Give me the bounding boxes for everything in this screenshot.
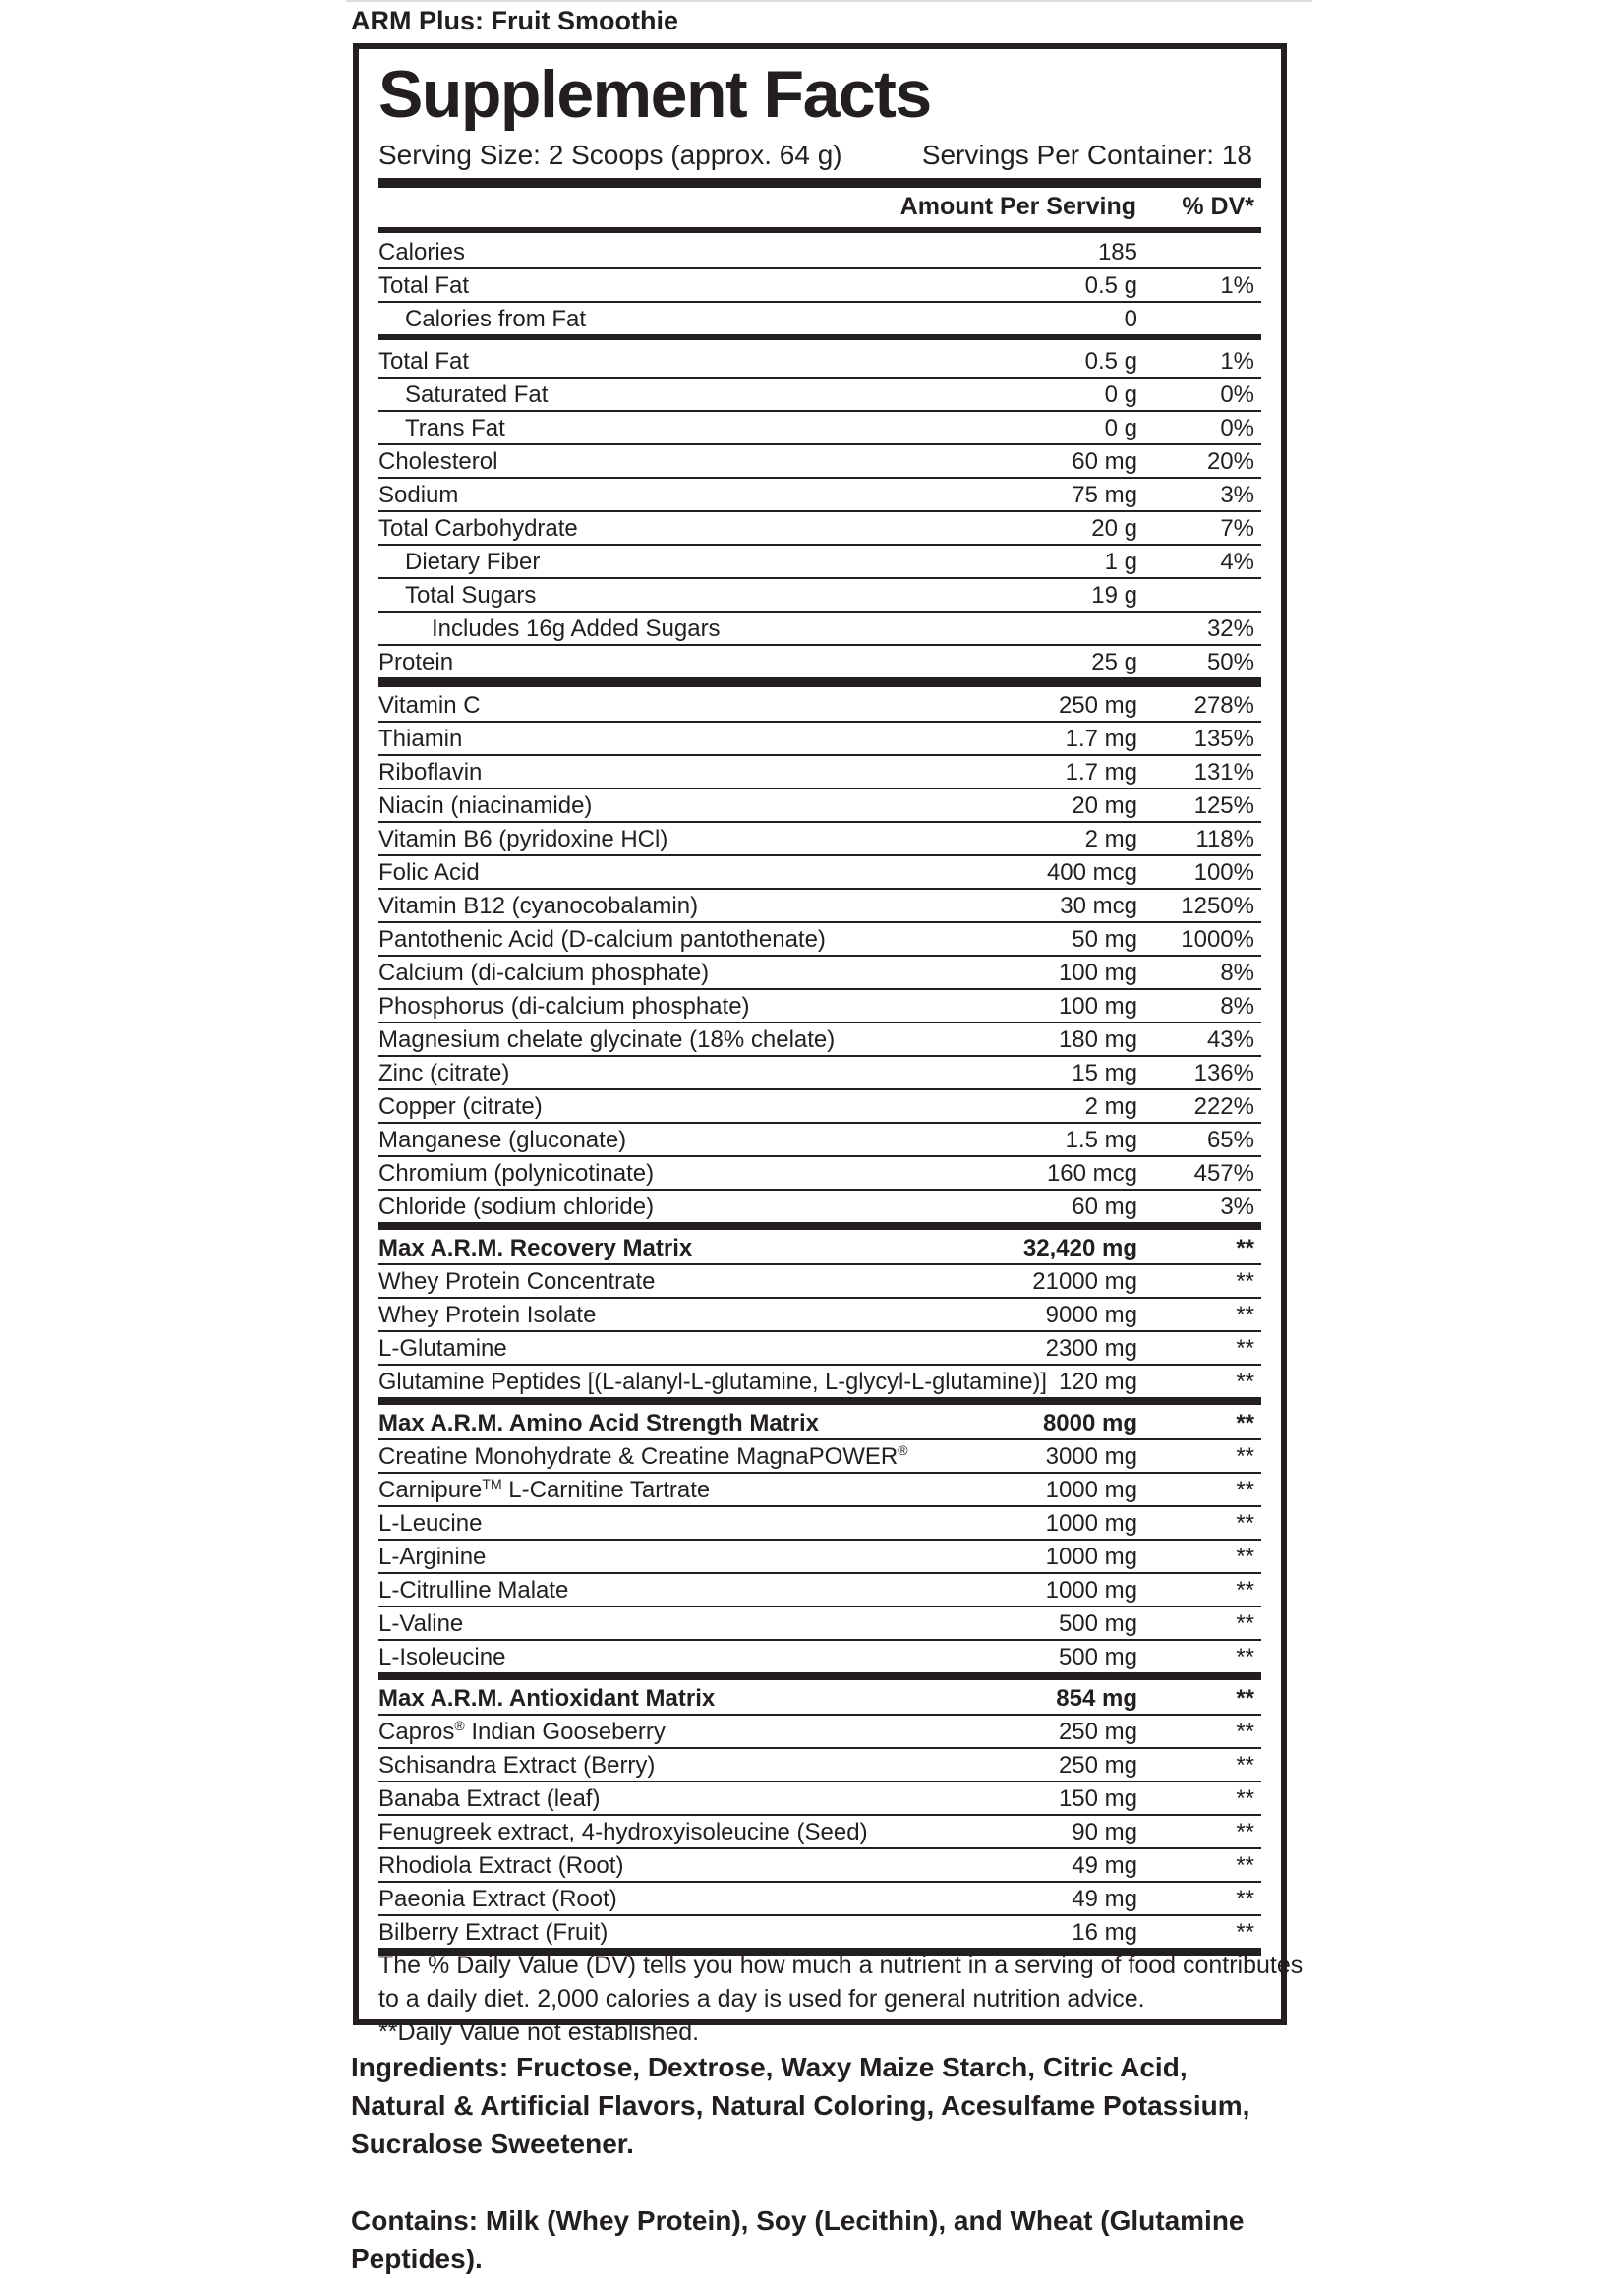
row-amount: 1000 mg [1045,1477,1137,1503]
row-daily-value: ** [1236,1886,1254,1912]
vitamin-row [378,1124,1261,1157]
row-amount: 32,420 mg [1022,1235,1137,1261]
row-label [378,512,578,546]
serving-size: Serving Size: 2 Scoops (approx. 64 g) [378,140,842,170]
nutrition-row [378,579,1261,613]
row-amount: 20 g [1091,515,1137,542]
row-amount: 50 mg [1072,926,1137,953]
row-daily-value: ** [1236,1852,1254,1879]
row-label-text: Calories from Fat [405,306,587,332]
row-amount: 30 mcg [1060,893,1137,919]
row-daily-value: 457% [1193,1160,1254,1187]
row-label-text: Carnipure [378,1477,483,1503]
row-amount: 9000 mg [1045,1302,1137,1328]
row-daily-value: 1000% [1181,926,1254,953]
row-amount: 1.7 mg [1065,759,1137,786]
vitamin-row [378,1157,1261,1191]
row-daily-value: ** [1236,1410,1254,1436]
row-label-text: Pantothenic Acid (D-calcium pantothenate) [378,926,826,953]
amino-matrix-header [378,1407,1261,1440]
ingredients-statement [351,2048,1285,2163]
row-label [378,1057,509,1090]
vitamin-row [378,1057,1261,1090]
amino-matrix-row [378,1574,1261,1607]
servings-per-container: Servings Per Container: 18 [921,140,1252,170]
row-daily-value: ** [1236,1302,1254,1328]
row-label [378,856,480,890]
row-label [378,1299,596,1332]
row-amount: 0.5 g [1084,348,1137,375]
row-daily-value: ** [1236,1335,1254,1362]
row-label-text: Riboflavin [378,759,483,786]
row-label [378,1883,617,1916]
row-label [378,345,469,379]
vitamin-row [378,890,1261,923]
row-daily-value: 43% [1206,1026,1254,1053]
row-daily-value: ** [1236,1510,1254,1537]
product-title: ARM Plus: Fruit Smoothie [351,6,678,35]
nutrition-row [378,445,1261,479]
row-amount: 2300 mg [1045,1335,1137,1362]
recovery-matrix-row [378,1299,1261,1332]
panel-title: Supplement Facts [378,57,931,132]
vitamin-row [378,1023,1261,1057]
row-label-text: L-Arginine [378,1544,487,1570]
row-daily-value: 222% [1193,1093,1254,1120]
row-label [378,890,698,923]
vitamin-row [378,756,1261,789]
row-label-text: Fenugreek extract, 4-hydroxyisoleucine (Seed) [378,1819,868,1845]
footnote-line: to a daily diet. 2,000 calories a day is used for general nutrition advice. [378,1985,1145,2013]
row-label [378,1916,608,1950]
row-label-text: L-Carnitine Tartrate [501,1477,711,1503]
row-amount: 150 mg [1058,1785,1137,1812]
row-daily-value: 118% [1195,826,1254,852]
thick-rule [378,334,1261,340]
daily-value-header: % DV* [1182,193,1254,220]
row-label [378,1782,600,1816]
row-daily-value: ** [1236,1544,1254,1570]
row-daily-value: 50% [1206,649,1254,675]
row-label [378,1541,486,1574]
row-label-text: Max A.R.M. Recovery Matrix [378,1235,693,1261]
row-daily-value: 135% [1193,726,1254,752]
nutrition-row [378,613,1261,646]
thick-rule [378,1397,1261,1405]
row-label-text: Total Carbohydrate [378,515,578,542]
row-daily-value: 278% [1193,692,1254,719]
nutrition-row [378,479,1261,512]
vitamin-row [378,856,1261,890]
row-label-text: Paeonia Extract (Root) [378,1886,617,1912]
amino-matrix-row [378,1541,1261,1574]
antioxidant-matrix-row [378,1849,1261,1883]
row-amount: 2 mg [1084,826,1137,852]
row-label-text: Dietary Fiber [405,549,541,575]
row-label-text: Capros [378,1719,455,1745]
row-daily-value: 1250% [1181,893,1254,919]
antioxidant-matrix-row [378,1782,1261,1816]
row-label-text: L-Valine [378,1610,464,1637]
antioxidant-matrix-row [378,1749,1261,1782]
contains-label: Contains: [351,2205,479,2236]
row-amount: 19 g [1091,582,1137,609]
vitamin-row [378,923,1261,957]
row-label-text: Vitamin B6 (pyridoxine HCl) [378,826,668,852]
row-label [378,1641,505,1674]
vitamin-row [378,957,1261,990]
row-amount: 49 mg [1072,1852,1137,1879]
row-daily-value: 3% [1220,1194,1254,1220]
row-amount: 0 g [1104,415,1137,441]
row-label [378,1124,626,1157]
row-label [378,789,592,823]
row-amount: 1 g [1104,549,1137,575]
row-amount: 90 mg [1072,1819,1137,1845]
row-daily-value: 1% [1220,272,1254,299]
row-amount: 0.5 g [1084,272,1137,299]
row-label [378,1332,507,1366]
row-daily-value: ** [1236,1752,1254,1779]
trademark-mark: ® [898,1442,908,1458]
nutrition-row [378,646,1261,679]
row-daily-value: 32% [1206,615,1254,642]
row-label [378,1716,666,1749]
ingredients-label: Ingredients: [351,2052,509,2082]
row-label [378,1191,654,1224]
row-label [405,379,548,412]
row-label-text: Schisandra Extract (Berry) [378,1752,656,1779]
vitamin-row [378,823,1261,856]
row-label [432,613,721,646]
row-label [378,1090,543,1124]
row-daily-value: ** [1236,1443,1254,1470]
row-label-text: L-Isoleucine [378,1644,506,1670]
row-amount: 1000 mg [1045,1510,1137,1537]
thick-rule [378,227,1261,233]
vitamin-row [378,789,1261,823]
row-amount: 2 mg [1084,1093,1137,1120]
row-amount: 1000 mg [1045,1544,1137,1570]
antioxidant-matrix-row [378,1716,1261,1749]
row-daily-value: 7% [1220,515,1254,542]
antioxidant-matrix-row [378,1816,1261,1849]
thick-rule [378,677,1261,687]
row-daily-value: 0% [1220,415,1254,441]
row-label [378,1574,568,1607]
row-amount: 100 mg [1058,993,1137,1020]
row-label-text: Total Fat [378,348,470,375]
row-label [378,1023,835,1057]
row-label-text: Banaba Extract (leaf) [378,1785,601,1812]
row-amount: 250 mg [1058,1719,1137,1745]
row-amount: 25 g [1091,649,1137,675]
row-label [378,1607,463,1641]
row-label [405,412,505,445]
row-label [378,990,750,1023]
row-label [378,269,469,303]
row-label [378,1157,654,1191]
row-label [378,1232,692,1265]
row-label-text: Vitamin C [378,692,481,719]
row-amount: 500 mg [1058,1610,1137,1637]
row-daily-value: 131% [1193,759,1254,786]
trademark-mark: ® [454,1718,465,1733]
row-label-text: Glutamine Peptides [(L-alanyl-L-glutamine, L-glycyl-L-glutamine)] [378,1369,1047,1395]
nutrition-row [378,512,1261,546]
row-label [378,756,482,789]
vitamin-row [378,1090,1261,1124]
row-amount: 180 mg [1058,1026,1137,1053]
thick-rule [378,178,1261,188]
nutrition-row [378,236,1261,269]
row-amount: 100 mg [1058,960,1137,986]
row-label-text: Folic Acid [378,859,480,886]
row-label-text: Total Fat [378,272,470,299]
vitamin-row [378,723,1261,756]
row-label-text: L-Leucine [378,1510,483,1537]
row-amount: 15 mg [1072,1060,1137,1086]
row-label-text: Calories [378,239,466,265]
row-label-text: Saturated Fat [405,381,549,408]
row-daily-value: ** [1236,1610,1254,1637]
row-amount: 1.7 mg [1065,726,1137,752]
row-label [378,1682,715,1716]
row-label-text: Max A.R.M. Amino Acid Strength Matrix [378,1410,820,1436]
row-amount: 8000 mg [1042,1410,1137,1436]
row-label-text: Includes 16g Added Sugars [432,615,721,642]
row-amount: 500 mg [1058,1644,1137,1670]
row-amount: 160 mcg [1046,1160,1137,1187]
amino-matrix-row [378,1440,1261,1474]
nutrition-row [378,269,1261,303]
nutrition-row [378,412,1261,445]
vitamin-row [378,990,1261,1023]
row-label [378,1749,655,1782]
row-label-text: Total Sugars [405,582,537,609]
row-label-text: Thiamin [378,726,463,752]
row-label [405,303,586,336]
row-amount: 20 mg [1072,792,1137,819]
row-daily-value: 125% [1193,792,1254,819]
row-amount: 0 [1124,306,1137,332]
recovery-matrix-header [378,1232,1261,1265]
row-daily-value: ** [1236,1719,1254,1745]
row-label-text: Magnesium chelate glycinate (18% chelate) [378,1026,836,1053]
row-amount: 0 g [1104,381,1137,408]
row-daily-value: 100% [1193,859,1254,886]
footnote-line: **Daily Value not established. [378,2018,700,2046]
row-label [378,1265,655,1299]
row-daily-value: 0% [1220,381,1254,408]
contains-text: Milk (Whey Protein), Soy (Lecithin), and Wheat (Glutamine Peptides). [351,2205,1245,2274]
row-daily-value: ** [1236,1477,1254,1503]
row-label [378,689,481,723]
row-label-text: Creatine Monohydrate & Creatine MagnaPOWER [378,1443,899,1470]
row-amount: 250 mg [1058,1752,1137,1779]
amino-matrix-row [378,1641,1261,1674]
row-amount: 75 mg [1072,482,1137,508]
row-label-text: Copper (citrate) [378,1093,543,1120]
allergen-statement [351,2201,1285,2278]
row-label [378,1816,868,1849]
row-label [378,923,826,957]
nutrition-row thick-end [378,303,1261,336]
row-daily-value: ** [1236,1785,1254,1812]
recovery-matrix-row [378,1366,1261,1399]
row-label [378,479,458,512]
row-label-text: Manganese (gluconate) [378,1127,627,1153]
row-amount: 854 mg [1056,1685,1137,1712]
amino-matrix-row [378,1507,1261,1541]
row-label-text: Max A.R.M. Antioxidant Matrix [378,1685,716,1712]
row-label [378,1849,623,1883]
row-label-text: Whey Protein Concentrate [378,1268,656,1295]
row-label-text: Indian Gooseberry [464,1719,666,1745]
row-label [378,236,465,269]
trademark-mark: TM [482,1476,502,1491]
row-amount: 49 mg [1072,1886,1137,1912]
row-daily-value: 8% [1220,960,1254,986]
row-amount: 120 mg [1058,1369,1137,1395]
thick-rule [378,1672,1261,1680]
row-label [378,445,497,479]
row-label-text: Cholesterol [378,448,498,475]
thick-rule [378,1222,1261,1230]
row-daily-value: 20% [1206,448,1254,475]
row-amount: 185 [1097,239,1137,265]
row-daily-value: ** [1236,1685,1254,1712]
row-label-text: Bilberry Extract (Fruit) [378,1919,609,1946]
row-daily-value: ** [1236,1819,1254,1845]
row-label [378,1407,819,1440]
row-daily-value: 4% [1220,549,1254,575]
row-label-text: L-Glutamine [378,1335,507,1362]
row-label-text: L-Citrulline Malate [378,1577,569,1604]
row-amount: 1000 mg [1045,1577,1137,1604]
row-label-text: Calcium (di-calcium phosphate) [378,960,710,986]
recovery-matrix-row [378,1265,1261,1299]
amino-matrix-row [378,1607,1261,1641]
row-label [378,1440,908,1474]
row-label-text: Niacin (niacinamide) [378,792,593,819]
row-label-text: Vitamin B12 (cyanocobalamin) [378,893,699,919]
row-label [378,823,667,856]
row-amount: 16 mg [1072,1919,1137,1946]
ingredients-text: Fructose, Dextrose, Waxy Maize Starch, Citric Acid, Natural & Artificial Flavors, Natural Coloring, Acesulfame Potassium, Sucralose Sweetener. [351,2052,1250,2159]
nutrition-row [378,546,1261,579]
row-label [405,546,540,579]
row-label-text: Whey Protein Isolate [378,1302,597,1328]
row-label-text: Chloride (sodium chloride) [378,1194,655,1220]
row-daily-value: 136% [1193,1060,1254,1086]
vitamin-row [378,1191,1261,1224]
row-amount: 60 mg [1072,448,1137,475]
row-amount: 3000 mg [1045,1443,1137,1470]
row-daily-value: ** [1236,1268,1254,1295]
row-daily-value: 8% [1220,993,1254,1020]
row-amount: 400 mcg [1046,859,1137,886]
row-daily-value: ** [1236,1235,1254,1261]
row-daily-value: ** [1236,1577,1254,1604]
row-daily-value: 1% [1220,348,1254,375]
row-label-text: Protein [378,649,454,675]
row-amount: 1.5 mg [1065,1127,1137,1153]
row-amount: 250 mg [1058,692,1137,719]
row-label-text: Chromium (polynicotinate) [378,1160,655,1187]
row-label-text: Zinc (citrate) [378,1060,510,1086]
recovery-matrix-row [378,1332,1261,1366]
row-label-text: Phosphorus (di-calcium phosphate) [378,993,750,1020]
row-label [378,646,453,679]
nutrition-row [378,345,1261,379]
row-daily-value: 65% [1206,1127,1254,1153]
row-label [378,957,709,990]
row-daily-value: ** [1236,1919,1254,1946]
vitamin-row [378,689,1261,723]
nutrition-row [378,379,1261,412]
row-daily-value: 3% [1220,482,1254,508]
row-label [405,579,536,613]
row-amount: 60 mg [1072,1194,1137,1220]
row-label [378,1366,1047,1399]
row-daily-value: ** [1236,1644,1254,1670]
antioxidant-matrix-header [378,1682,1261,1716]
footnote-line: The % Daily Value (DV) tells you how much a nutrient in a serving of food contributes [378,1952,1304,1979]
row-amount: 21000 mg [1032,1268,1137,1295]
row-label-text: Trans Fat [405,415,505,441]
row-label [378,1474,710,1507]
row-label [378,1507,482,1541]
top-divider [346,0,1312,2]
row-label-text: Sodium [378,482,459,508]
amino-matrix-row [378,1474,1261,1507]
row-daily-value: ** [1236,1369,1254,1395]
antioxidant-matrix-row [378,1916,1261,1950]
row-label [378,723,462,756]
supplement-facts-panel [353,43,1304,2046]
antioxidant-matrix-row [378,1883,1261,1916]
row-label-text: Rhodiola Extract (Root) [378,1852,624,1879]
amount-per-serving-header: Amount Per Serving [899,193,1136,220]
